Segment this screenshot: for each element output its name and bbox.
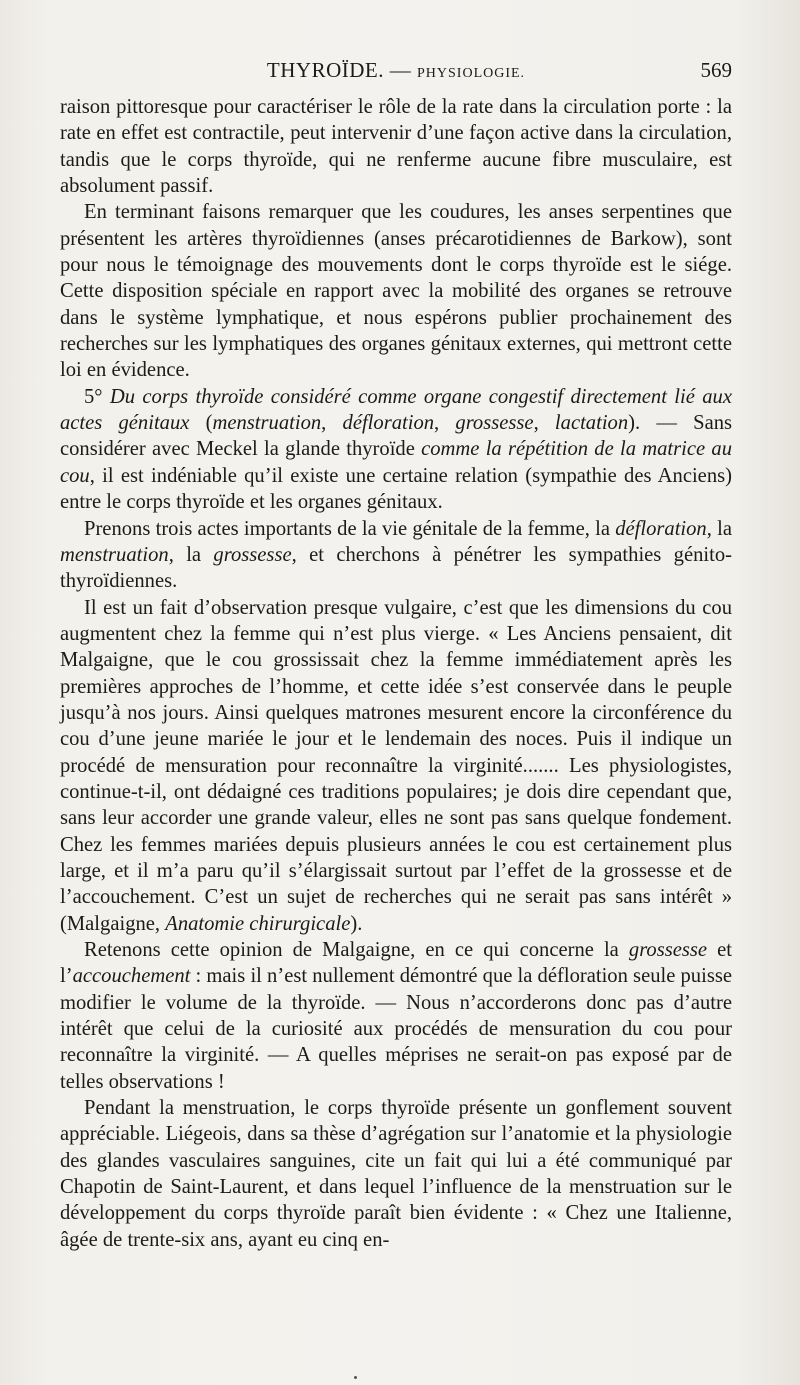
paragraph-p1 — [60, 94, 732, 199]
text-run: 5° — [84, 385, 110, 408]
italic-text: lactation — [554, 412, 629, 435]
italic-text: défloration — [342, 412, 435, 435]
text-run: Il est un fait d’observation presque vulgaire, c’est que les dimensions du cou augmentent chez la femme qui n’est plus vierge. « Les Anciens pensaient, dit Malgaigne, que le cou grossissait chez la femme immédiatement après les premières approches de l’homme, et cette idée s’est conservée dans le peuple jusqu’à nos jours. Ainsi quelques matrones mesurent encore la circonférence du cou d’une jeune mariée le jour et le lendemain des noces. Puis il indique un procédé de mensuration pour reconnaître la virginité....... Les physiologistes, continue-t-il, ont dédaigné ces traditions populaires; je dois dire cependant que, sans leur accorder une grande valeur, elles ne sont pas sans quelque fondement. Chez les femmes mariées depuis plusieurs années le cou est certainement plus large, et il m’a paru qu’il s’élargissait surtout par l’effet de la grossesse et de l’accouchement. C’est un sujet de recherches qui ne serait pas sans intérêt » (Malgaigne, — [60, 596, 732, 935]
text-run: ). — Sans considérer avec Meckel la glande thyroïde — [60, 412, 733, 461]
header-separator: — — [389, 58, 412, 82]
text-run: , — [533, 412, 555, 435]
text-run: , la — [706, 517, 732, 540]
paragraph-p2 — [60, 199, 732, 383]
text-run: et l’ — [60, 939, 732, 988]
text-run: , et cherchons à pénétrer les sympathies génito-thyroïdiennes. — [60, 543, 733, 593]
italic-text: grossesse — [213, 543, 292, 566]
text-run: raison pittoresque pour caractériser le rôle de la rate dans la circulation porte : la rate en effet est contractile, peut intervenir d’une façon active dans la circulation, tandis que le corps thyroïde, qui ne renferme aucune fibre musculaire, est absolument passif. — [60, 96, 732, 198]
italic-text: défloration — [615, 517, 707, 540]
paragraph-p5 — [60, 595, 732, 937]
header-section: PHYSIOLOGIE. — [417, 66, 526, 81]
running-header — [60, 58, 732, 88]
paragraph-p4 — [60, 516, 732, 595]
text-run: , — [434, 412, 456, 435]
text-run: Pendant la menstruation, le corps thyroïde présente un gonflement souvent appréciable. Liégeois, dans sa thèse d’agrégation sur l’anatomie et la physiologie des glandes vasculaires sanguines, cite un fait qui lui a été communiqué par Chapotin de Saint-Laurent, et dans lequel l’influence de la menstruation sur le développement du corps thyroïde paraît bien évidente : « Chez une Italienne, âgée de trente-six ans, ayant eu cinq en- — [60, 1097, 732, 1251]
header-title: THYROÏDE. — [266, 58, 384, 82]
ink-speck — [354, 1376, 357, 1379]
text-run: ( — [189, 412, 213, 435]
body-text — [60, 94, 732, 1253]
italic-text: Du corps thyroïde considéré comme organe congestif directement lié aux actes génitaux — [60, 385, 732, 435]
italic-text: comme la répétition de la matrice au cou — [60, 438, 732, 487]
paragraph-p7 — [60, 1095, 732, 1253]
text-run: ). — [350, 912, 363, 935]
italic-text: menstruation — [212, 412, 322, 435]
italic-text: menstruation — [60, 543, 169, 566]
text-run: : mais il n’est nullement démontré que la défloration seule puisse modifier le volume de la thyroïde. — Nous n’accorderons donc pas d’autre intérêt que celui de la curiosité aux procédés de mensuration du cou pour reconnaître la virginité. — A quelles méprises ne serait-on pas exposé par de telles observations ! — [60, 965, 732, 1093]
italic-text: grossesse — [628, 939, 708, 961]
paragraph-p6 — [60, 937, 732, 1095]
paragraph-p3 — [60, 384, 732, 516]
text-run: , — [321, 412, 343, 435]
text-run: , la — [168, 543, 214, 566]
text-run: Retenons cette opinion de Malgaigne, en ce qui concerne la — [84, 939, 629, 961]
text-run: En terminant faisons remarquer que les coudures, les anses serpentines que présentent les artères thyroïdiennes (anses précarotidiennes de Barkow), sont pour nous le témoignage des mouvements dont le corps thyroïde est le siége. Cette disposition spéciale en rapport avec la mobilité des organes se retrouve dans le système lymphatique, et nous espérons publier prochainement des recherches sur les lymphatiques des organes génitaux externes, qui mettront cette loi en évidence. — [60, 201, 732, 382]
italic-text: accouchement — [72, 965, 191, 988]
page-number: 569 — [700, 58, 732, 82]
italic-text: Anatomie chirurgicale — [165, 912, 351, 935]
italic-text: grossesse — [455, 412, 534, 435]
text-run: Prenons trois actes importants de la vie génitale de la femme, la — [84, 517, 616, 540]
running-title — [60, 58, 732, 83]
text-run: , il est indéniable qu’il existe une certaine relation (sympathie des Anciens) entre le corps thyroïde et les organes génitaux. — [60, 464, 732, 514]
